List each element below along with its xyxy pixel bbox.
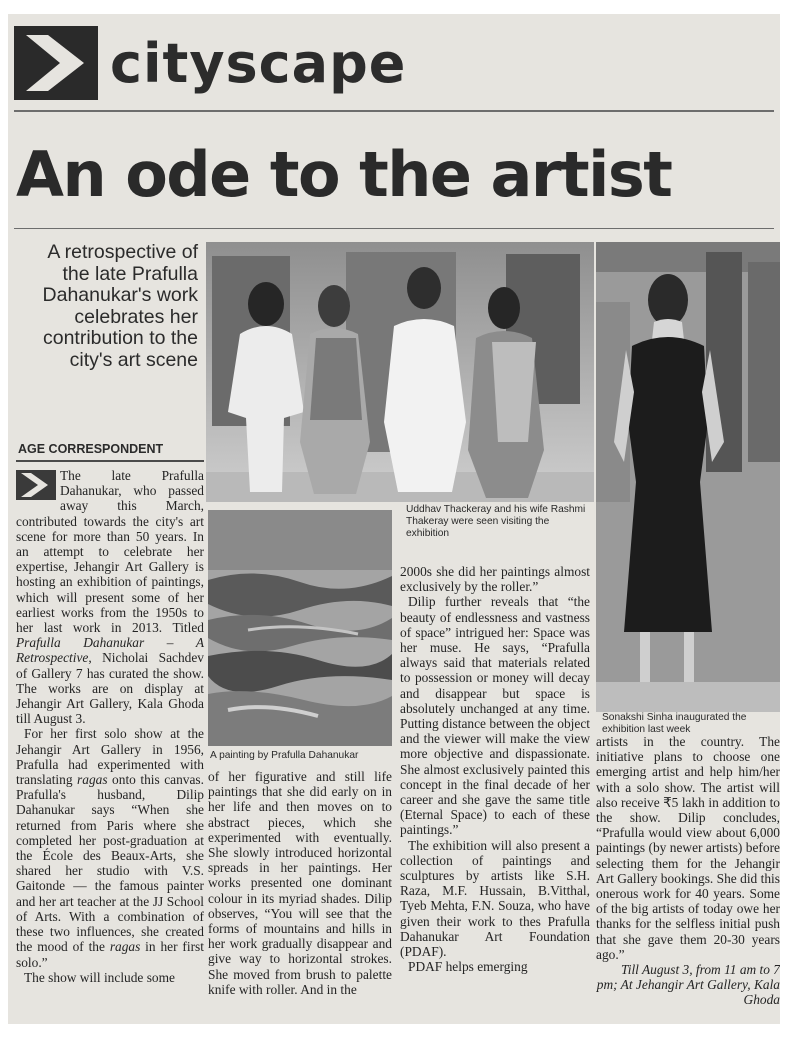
photo-painting <box>208 510 392 746</box>
paragraph: 2000s she did her paintings almost exclusively by the roller.” <box>400 564 590 595</box>
article-column-4 <box>596 734 780 1008</box>
paragraph: artists in the country. The initiative plans to choose one emerging artist and help him/her with a solo show. The artist will also receive ₹5 lakh in addition to the show. Dilip concludes, “Prafulla would view about 6,000 paintings (by newer artists) before selecting them for the Jehangir Art Gallery bookings. She did this onerous work for 40 years. Some of the big artists of today owe her thanks for the selfless initial push that she gave them 20-30 years ago.” <box>596 734 780 962</box>
paragraph: of her figurative and still life paintings that she did early on in her life and then moves on to abstract pieces, which she experimented with eventually. She slowly introduced horizontal spreads in her paintings. Her works presented one dominant colour in its myriad shades. Dilip observes, “You will see that the forms of mountains and hills in her work gradually disappear and give way to horizontal strokes. She moved from brush to palette knife with roller. And in the <box>208 769 392 997</box>
article-column-1 <box>16 468 204 985</box>
headline-rule <box>14 228 774 229</box>
byline: AGE CORRESPONDENT <box>18 442 164 456</box>
chevron-right-icon <box>26 35 84 91</box>
paragraph: The late Prafulla Dahanukar, who passed away this March, contributed towards the city's art scene for more than 50 years. In an attempt to celebrate her expertise, Jehangir Art Gallery is hosting an exhibition of paintings, which will present some of her earliest works from the 1950s to her last work in 2013. Titled Prafulla Dahanukar – A Retrospective, Nicholai Sachdev of Gallery 7 has curated the show. The works are on display at Jehangir Art Gallery, Kala Ghoda till August 3. <box>16 468 204 727</box>
photo-exhibition-visitors <box>206 242 594 502</box>
caption-main-photo: Uddhav Thackeray and his wife Rashmi Thakeray were seen visiting the exhibition <box>406 504 586 539</box>
event-details: Till August 3, from 11 am to 7 pm; At Jehangir Art Gallery, Kala Ghoda <box>596 962 780 1008</box>
caption-painting: A painting by Prafulla Dahanukar <box>210 750 359 761</box>
newspaper-page <box>8 14 780 1024</box>
paragraph: PDAF helps emerging <box>408 959 528 975</box>
article-column-3 <box>400 564 590 974</box>
section-label: cityscape <box>110 32 407 95</box>
byline-rule <box>16 460 204 462</box>
caption-sonakshi: Sonakshi Sinha inaugurated the exhibition last week <box>602 712 747 735</box>
exhibition-title: Prafulla Dahanukar – A Retrospective <box>16 635 204 666</box>
paragraph: Dilip further reveals that “the beauty of endlessness and vastness of space” intrigued her: Space was her muse. He says, “Prafulla always said that materials related to possession or money will decay and disappear but space is absolutely unchanged at any time. Putting distance between the object and the viewer will make the view more objective and dispassionate. She almost exclusively painted this concept in the final decade of her career and she gave the same title (Eternal Space) to each of these paintings.” <box>400 594 590 838</box>
section-chevron-block <box>14 26 98 100</box>
section-header <box>8 22 780 104</box>
photo-sonakshi-sinha <box>596 242 780 712</box>
article-column-2 <box>208 769 392 997</box>
drop-chevron-icon <box>16 470 56 500</box>
header-rule <box>14 110 774 112</box>
deck-subheadline: A retrospective of the late Prafulla Dahanukar's work celebrates her contribution to the city's art scene <box>42 241 198 371</box>
paragraph: The exhibition will also present a collection of paintings and sculptures by artists like S.H. Raza, M.F. Hussain, B.Vitthal, Tyeb Mehta, F.N. Souza, who have given their work to thes Prafulla Dahanukar Art Foundation (PDAF). <box>400 837 590 960</box>
headline: An ode to the artist <box>16 138 672 211</box>
paragraph: The show will include some <box>24 969 175 985</box>
paragraph: For her first solo show at the Jehangir Art Gallery in 1956, Prafulla had experimented with translating ragas onto this canvas. Prafulla's husband, Dilip Dahanukar says “When she returned from Paris where she completed her post-graduation at the École des Beaux-Arts, she shared her studio with V.S. Gaitonde — the famous painter and her art teacher at the JJ School of Arts. With a combination of these two influences, she created the mood of the ragas in her first solo.” <box>16 726 204 970</box>
